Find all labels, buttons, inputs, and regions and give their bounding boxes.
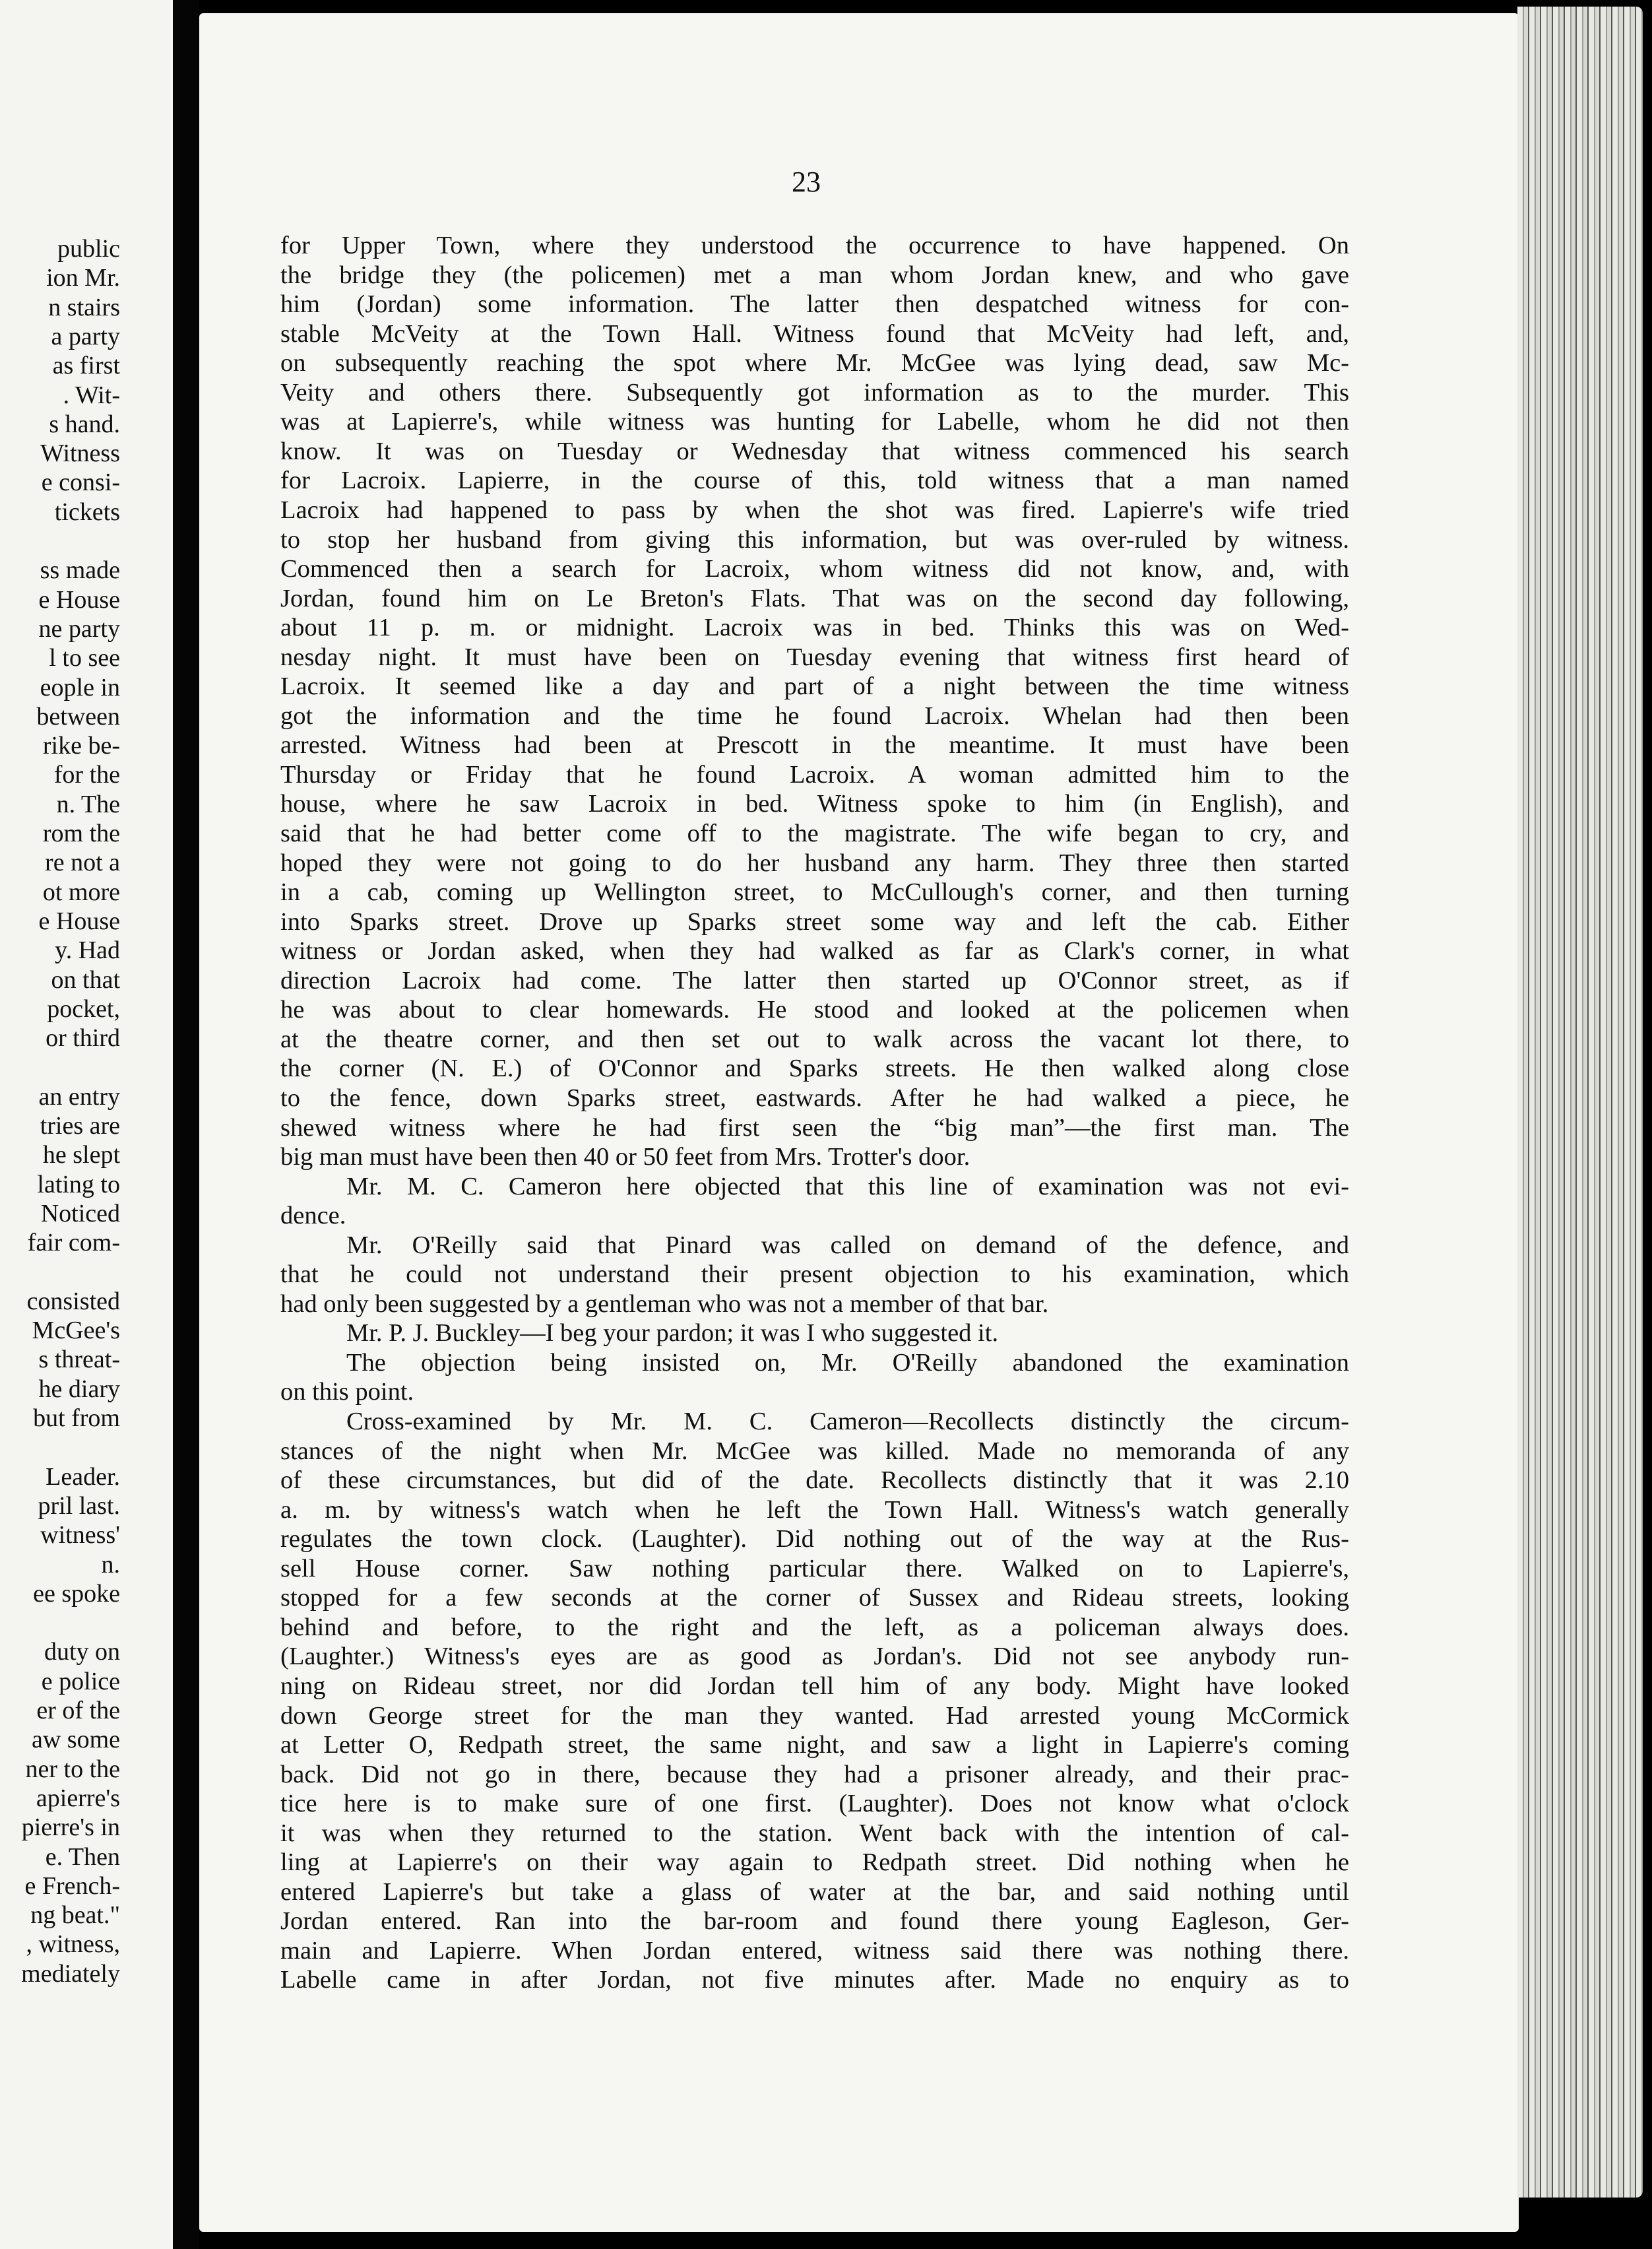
text-line: on subsequently reaching the spot where Mr. McGee was lying dead, saw Mc- [280, 349, 1349, 377]
facing-page-line: between [36, 702, 120, 731]
text-line: for Lacroix. Lapierre, in the course of this, told witness that a man named [280, 467, 1349, 495]
text-line: ning on Rideau street, nor did Jordan tell him of any body. Might have looked [280, 1672, 1349, 1700]
facing-page-line: ss made [40, 556, 120, 585]
text-line: Veity and others there. Subsequently got information as to the murder. This [280, 378, 1349, 407]
facing-page-line: ee spoke [33, 1579, 120, 1608]
text-line: nesday night. It must have been on Tuesday evening that witness first heard of [280, 643, 1349, 671]
facing-page-line: y. Had [55, 936, 120, 965]
facing-page-line: e House [38, 907, 120, 935]
text-line: big man must have been then 40 or 50 feet from Mrs. Trotter's door. [280, 1143, 970, 1171]
text-line: Lacroix had happened to pass by when the shot was fired. Lapierre's wife tried [280, 496, 1349, 524]
facing-page-line: fair com- [27, 1229, 120, 1257]
text-line: witness or Jordan asked, when they had walked as far as Clark's corner, in what [280, 937, 1349, 965]
facing-page-line: a party [51, 322, 120, 350]
facing-page-line: er of the [36, 1697, 120, 1724]
text-line: (Laughter.) Witness's eyes are as good as Jordan's. Did not see anybody run- [280, 1643, 1349, 1671]
text-line: The objection being insisted on, Mr. O'Reilly abandoned the examination [346, 1348, 1349, 1377]
text-line: regulates the town clock. (Laughter). Did nothing out of the way at the Rus- [280, 1525, 1349, 1553]
facing-page-line: or third [46, 1024, 120, 1053]
text-line: Jordan, found him on Le Breton's Flats. That was on the second day following, [280, 584, 1349, 612]
facing-page-line: but from [33, 1404, 120, 1432]
text-line: was at Lapierre's, while witness was hunting for Labelle, whom he did not then [280, 408, 1349, 436]
text-line: about 11 p. m. or midnight. Lacroix was in bed. Thinks this was on Wed- [280, 614, 1349, 642]
facing-page-line: e. Then [45, 1842, 120, 1871]
text-line: back. Did not go in there, because they had a prisoner already, and their prac- [280, 1760, 1349, 1788]
text-line: the bridge they (the policemen) met a man whom Jordan knew, and who gave [280, 261, 1349, 289]
facing-page-line: rike be- [42, 732, 120, 760]
text-line: for Upper Town, where they understood the occurrence to have happened. On [280, 232, 1349, 259]
text-line: on this point. [280, 1378, 414, 1406]
text-line: in a cab, coming up Wellington street, to McCullough's corner, and then turning [280, 878, 1349, 907]
text-line: got the information and the time he found Lacroix. Whelan had then been [280, 701, 1349, 730]
facing-page-line: mediately [21, 1959, 120, 1988]
facing-page-line: he slept [42, 1141, 120, 1169]
text-line: house, where he saw Lacroix in bed. Witness spoke to him (in English), and [280, 790, 1349, 818]
facing-page-line: Leader. [46, 1462, 120, 1491]
text-line: Labelle came in after Jordan, not five minutes after. Made no enquiry as to [280, 1966, 1349, 1994]
facing-page-line: n. The [56, 790, 120, 818]
facing-page-line: consisted [26, 1287, 120, 1315]
facing-page-line: eople in [40, 673, 120, 701]
facing-page-line: as first [52, 352, 120, 380]
facing-page-line: ion Mr. [46, 264, 120, 292]
text-line: into Sparks street. Drove up Sparks street some way and left the cab. Either [280, 907, 1349, 936]
facing-page-line: ne party [38, 614, 120, 643]
text-line: Cross-examined by Mr. M. C. Cameron—Recollects distinctly the circum- [346, 1408, 1349, 1435]
facing-page-line: for the [53, 761, 120, 789]
facing-page-line: Witness [40, 440, 120, 468]
text-line: said that he had better come off to the magistrate. The wife began to cry, and [280, 820, 1349, 847]
facing-page-line: e French- [24, 1872, 120, 1900]
text-line: ling at Lapierre's on their way again to Redpath street. Did nothing when he [280, 1848, 1349, 1877]
facing-page-line: re not a [45, 849, 120, 877]
facing-page-line: pocket, [47, 994, 120, 1023]
facing-page-line: Noticed [40, 1199, 120, 1227]
text-line: Mr. O'Reilly said that Pinard was called on demand of the defence, and [346, 1231, 1349, 1259]
page-number: 23 [792, 166, 821, 198]
text-line: tice here is to make sure of one first. (Laughter). Does not know what o'clock [280, 1790, 1349, 1818]
facing-page-line: rom the [42, 820, 120, 847]
facing-page-line: pril last. [38, 1491, 120, 1520]
book-gutter [173, 0, 199, 2249]
text-line: direction Lacroix had come. The latter then started up O'Connor street, as if [280, 966, 1349, 994]
text-line: at Letter O, Redpath street, the same night, and saw a light in Lapierre's coming [280, 1731, 1349, 1759]
facing-page-line: n stairs [48, 293, 120, 321]
text-line: hoped they were not going to do her husband any harm. They three then started [280, 849, 1349, 877]
text-line: sell House corner. Saw nothing particular there. Walked on to Lapierre's, [280, 1554, 1349, 1582]
text-line: shewed witness where he had first seen the “big man”—the first man. The [280, 1113, 1349, 1142]
text-line: had only been suggested by a gentleman who was not a member of that bar. [280, 1289, 1049, 1318]
facing-page-line: n. [101, 1550, 120, 1579]
facing-page-line: ner to the [25, 1755, 120, 1783]
page-edges [1517, 7, 1643, 2198]
text-line: it was when they returned to the station. Went back with the intention of cal- [280, 1819, 1349, 1847]
text-line: entered Lapierre's but take a glass of water at the bar, and said nothing until [280, 1877, 1349, 1906]
facing-page-line: ot more [42, 878, 120, 906]
facing-page-line: lating to [37, 1170, 120, 1198]
text-line: know. It was on Tuesday or Wednesday that witness commenced his search [280, 437, 1349, 465]
facing-page-line: e police [41, 1667, 120, 1695]
facing-page-fragment [0, 0, 173, 2249]
text-line: behind and before, to the right and the left, as a policeman always does. [280, 1613, 1349, 1641]
text-line: the corner (N. E.) of O'Connor and Sparks streets. He then walked along close [280, 1055, 1349, 1083]
facing-page-line: , witness, [26, 1930, 120, 1959]
facing-page-line: witness' [40, 1521, 120, 1549]
text-line: stances of the night when Mr. McGee was killed. Made no memoranda of any [280, 1437, 1349, 1465]
text-line: Lacroix. It seemed like a day and part of a night between the time witness [280, 672, 1349, 701]
text-line: Thursday or Friday that he found Lacroix. A woman admitted him to the [280, 760, 1349, 789]
text-line: Mr. M. C. Cameron here objected that this line of examination was not evi- [346, 1172, 1349, 1200]
text-line: to the fence, down Sparks street, eastwards. After he had walked a piece, he [280, 1084, 1349, 1112]
text-line: a. m. by witness's watch when he left the Town Hall. Witness's watch generally [280, 1495, 1349, 1524]
facing-page-line: apierre's [36, 1784, 120, 1812]
facing-page-line: tickets [54, 498, 120, 526]
text-line: Commenced then a search for Lacroix, whom witness did not know, and, with [280, 555, 1349, 583]
text-line: him (Jordan) some information. The latter then despatched witness for con- [280, 290, 1349, 319]
facing-page-line: pierre's in [21, 1813, 120, 1842]
facing-page-line: . Wit- [63, 381, 120, 409]
facing-page-line: s hand. [49, 410, 120, 438]
facing-page-line: l to see [49, 644, 120, 672]
text-line: that he could not understand their present objection to his examination, which [280, 1260, 1349, 1289]
text-line: to stop her husband from giving this information, but was over-ruled by witness. [280, 525, 1349, 554]
text-line: Jordan entered. Ran into the bar-room and found there young Eagleson, Ger- [280, 1907, 1349, 1936]
text-line: stopped for a few seconds at the corner of Sussex and Rideau streets, looking [280, 1584, 1349, 1612]
facing-page-line: e consi- [41, 469, 120, 497]
text-line: stable McVeity at the Town Hall. Witness found that McVeity had left, and, [280, 319, 1349, 348]
facing-page-line: s threat- [38, 1346, 120, 1374]
text-line: down George street for the man they wanted. Had arrested young McCormick [280, 1701, 1349, 1730]
text-line: Mr. P. J. Buckley—I beg your pardon; it was I who suggested it. [346, 1319, 999, 1348]
text-line: dence. [280, 1202, 346, 1230]
facing-page-line: public [57, 235, 120, 263]
facing-page-line: ng beat." [30, 1901, 120, 1930]
facing-page-line: tries are [40, 1112, 120, 1140]
text-line: at the theatre corner, and then set out to walk across the vacant lot there, to [280, 1025, 1349, 1053]
facing-page-line: an entry [38, 1082, 120, 1111]
facing-page-line: he diary [38, 1375, 120, 1403]
facing-page-line: e House [38, 585, 120, 614]
text-line: he was about to clear homewards. He stood and looked at the policemen when [280, 996, 1349, 1024]
text-line: arrested. Witness had been at Prescott in the meantime. It must have been [280, 731, 1349, 760]
text-line: main and Lapierre. When Jordan entered, witness said there was nothing there. [280, 1936, 1349, 1965]
facing-page-line: on that [51, 965, 120, 994]
facing-page-line: McGee's [32, 1317, 120, 1345]
text-line: of these circumstances, but did of the date. Recollects distinctly that it was 2.10 [280, 1466, 1349, 1495]
facing-page-line: duty on [44, 1638, 120, 1666]
facing-page-line: aw some [31, 1726, 120, 1754]
